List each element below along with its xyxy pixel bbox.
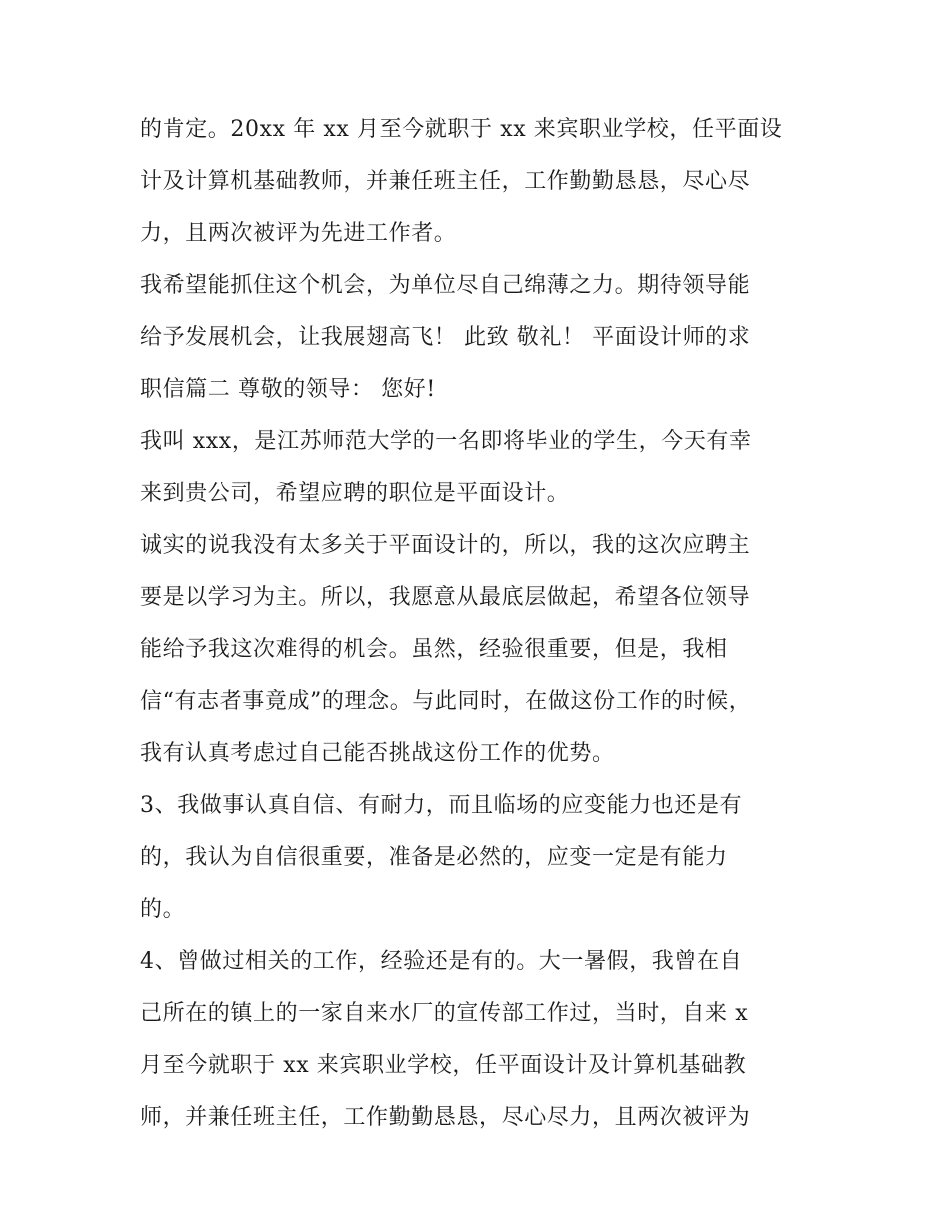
text-line: 4、曾做过相关的工作，经验还是有的。大一暑假，我曾在自 bbox=[140, 949, 743, 974]
text-line: 3、我做事认真自信、有耐力，而且临场的应变能力也还是有 bbox=[140, 793, 743, 818]
text-line: 的。 bbox=[140, 897, 186, 922]
text-line: 我希望能抓住这个机会，为单位尽自己绵薄之力。期待领导能 bbox=[140, 273, 751, 298]
text-line: 给予发展机会，让我展翅高飞！ 此致 敬礼！ 平面设计师的求 bbox=[140, 325, 751, 350]
text-line: 要是以学习为主。所以，我愿意从最底层做起，希望各位领导 bbox=[140, 585, 751, 610]
text-line: 己所在的镇上的一家自来水厂的宣传部工作过，当时，自来 x bbox=[140, 1001, 749, 1026]
text-line: 月至今就职于 xx 来宾职业学校，任平面设计及计算机基础教 bbox=[140, 1053, 747, 1078]
text-line: 的，我认为自信很重要，准备是必然的，应变一定是有能力 bbox=[140, 845, 728, 870]
text-line: 的肯定。20xx 年 xx 月至今就职于 xx 来宾职业学校，任平面设 bbox=[140, 117, 783, 142]
document-body bbox=[140, 104, 820, 1144]
text-line: 来到贵公司，希望应聘的职位是平面设计。 bbox=[140, 481, 570, 506]
text-line: 职信篇二 尊敬的领导： 您好! bbox=[140, 377, 436, 402]
text-line: 计及计算机基础教师，并兼任班主任，工作勤勤恳恳，尽心尽 bbox=[140, 169, 751, 194]
text-line: 能给予我这次难得的机会。虽然，经验很重要，但是，我相 bbox=[140, 637, 728, 662]
text-line: 力，且两次被评为先进工作者。 bbox=[140, 221, 457, 246]
text-line: 我有认真考虑过自己能否挑战这份工作的优势。 bbox=[140, 741, 615, 766]
text-line: 我叫 xxx，是江苏师范大学的一名即将毕业的学生，今天有幸 bbox=[140, 429, 752, 454]
text-line: 师，并兼任班主任，工作勤勤恳恳，尽心尽力，且两次被评为 bbox=[140, 1105, 751, 1130]
text-line: 诚实的说我没有太多关于平面设计的，所以，我的这次应聘主 bbox=[140, 533, 751, 558]
text-line: 信“有志者事竟成”的理念。与此同时，在做这份工作的时候， bbox=[140, 689, 752, 714]
